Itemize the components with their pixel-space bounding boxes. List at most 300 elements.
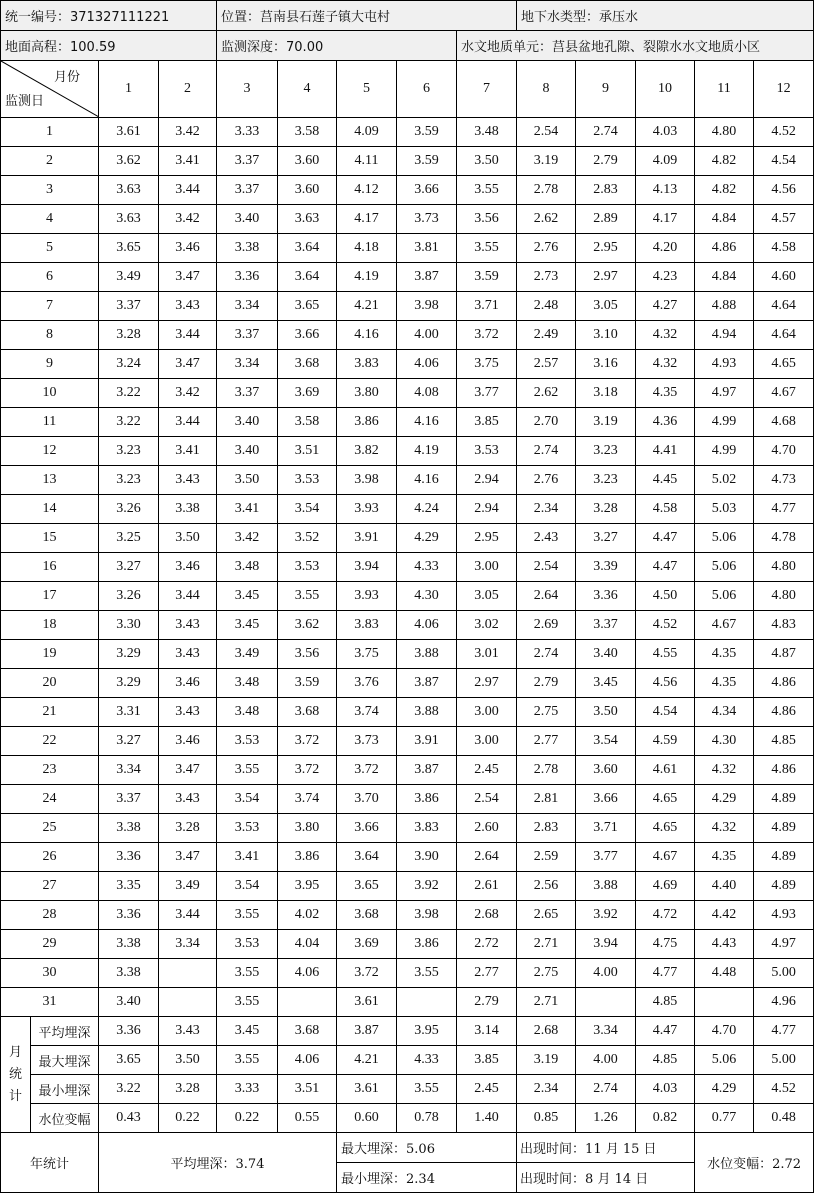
depth-cell: 3.48 xyxy=(217,698,278,727)
depth-cell: 3.28 xyxy=(576,495,636,524)
table-row xyxy=(1,466,814,495)
depth-cell: 2.64 xyxy=(457,843,517,872)
stat-value: 3.22 xyxy=(99,1075,159,1104)
depth-cell: 3.72 xyxy=(457,321,517,350)
depth-cell: 5.06 xyxy=(695,553,754,582)
stat-value: 0.22 xyxy=(217,1104,278,1133)
stat-value: 0.22 xyxy=(159,1104,217,1133)
depth-cell: 3.73 xyxy=(397,205,457,234)
depth-cell: 3.22 xyxy=(99,379,159,408)
depth-cell: 3.83 xyxy=(397,814,457,843)
depth-cell: 3.92 xyxy=(576,901,636,930)
depth-cell: 4.54 xyxy=(636,698,695,727)
depth-cell: 2.57 xyxy=(517,350,576,379)
stat-value: 3.85 xyxy=(457,1046,517,1075)
depth-cell: 3.26 xyxy=(99,495,159,524)
monthly-stat-row xyxy=(1,1075,814,1104)
table-row xyxy=(1,988,814,1017)
table-row xyxy=(1,727,814,756)
depth-cell: 4.18 xyxy=(337,234,397,263)
annual-min: 最小埋深：2.34 xyxy=(337,1163,517,1193)
depth-cell xyxy=(397,988,457,1017)
depth-cell: 4.35 xyxy=(636,379,695,408)
depth-cell: 3.54 xyxy=(217,872,278,901)
stat-value: 3.95 xyxy=(397,1017,457,1046)
depth-cell: 3.64 xyxy=(278,234,337,263)
stat-value: 5.06 xyxy=(695,1046,754,1075)
hydrogeologic-unit: 水文地质单元：莒县盆地孔隙、裂隙水水文地质小区 xyxy=(457,31,814,61)
depth-cell: 3.55 xyxy=(217,988,278,1017)
depth-cell: 2.94 xyxy=(457,466,517,495)
stat-value: 3.33 xyxy=(217,1075,278,1104)
depth-cell: 3.66 xyxy=(576,785,636,814)
table-row xyxy=(1,901,814,930)
depth-cell: 3.49 xyxy=(159,872,217,901)
depth-cell: 4.67 xyxy=(754,379,814,408)
depth-cell xyxy=(695,988,754,1017)
depth-cell: 4.58 xyxy=(754,234,814,263)
day-number: 27 xyxy=(1,872,99,901)
stat-value: 3.36 xyxy=(99,1017,159,1046)
depth-cell: 2.62 xyxy=(517,205,576,234)
depth-cell: 4.67 xyxy=(636,843,695,872)
depth-cell xyxy=(278,988,337,1017)
depth-cell: 3.93 xyxy=(337,495,397,524)
depth-cell: 3.19 xyxy=(517,147,576,176)
depth-cell: 2.74 xyxy=(576,118,636,147)
depth-cell: 3.83 xyxy=(337,350,397,379)
depth-cell: 3.23 xyxy=(99,437,159,466)
stat-value: 5.00 xyxy=(754,1046,814,1075)
stat-value: 3.55 xyxy=(217,1046,278,1075)
depth-cell: 3.68 xyxy=(278,698,337,727)
depth-cell: 4.59 xyxy=(636,727,695,756)
depth-cell: 4.29 xyxy=(695,785,754,814)
depth-cell: 3.42 xyxy=(217,524,278,553)
depth-cell: 3.25 xyxy=(99,524,159,553)
month-header-row xyxy=(1,61,814,118)
depth-cell: 3.55 xyxy=(217,959,278,988)
depth-cell: 2.75 xyxy=(517,698,576,727)
day-number: 17 xyxy=(1,582,99,611)
table-row xyxy=(1,698,814,727)
depth-cell: 4.65 xyxy=(636,814,695,843)
depth-cell: 4.78 xyxy=(754,524,814,553)
annual-label: 年统计 xyxy=(1,1133,99,1193)
depth-cell: 4.35 xyxy=(695,669,754,698)
depth-cell: 3.00 xyxy=(457,553,517,582)
depth-cell: 3.61 xyxy=(337,988,397,1017)
stat-value: 4.77 xyxy=(754,1017,814,1046)
depth-cell: 4.57 xyxy=(754,205,814,234)
day-number: 8 xyxy=(1,321,99,350)
stat-value: 3.55 xyxy=(397,1075,457,1104)
stat-value: 3.45 xyxy=(217,1017,278,1046)
stat-value: 3.34 xyxy=(576,1017,636,1046)
depth-cell: 3.19 xyxy=(576,408,636,437)
depth-cell: 3.37 xyxy=(217,321,278,350)
depth-cell: 4.16 xyxy=(337,321,397,350)
depth-cell: 3.48 xyxy=(217,553,278,582)
depth-cell: 4.23 xyxy=(636,263,695,292)
depth-cell: 3.68 xyxy=(337,901,397,930)
depth-cell: 4.93 xyxy=(695,350,754,379)
depth-cell: 3.40 xyxy=(217,205,278,234)
depth-cell: 3.61 xyxy=(99,118,159,147)
depth-cell: 4.52 xyxy=(636,611,695,640)
depth-cell: 4.85 xyxy=(754,727,814,756)
depth-cell: 3.82 xyxy=(337,437,397,466)
depth-cell: 4.06 xyxy=(397,350,457,379)
depth-cell: 3.02 xyxy=(457,611,517,640)
table-row xyxy=(1,814,814,843)
depth-cell: 3.44 xyxy=(159,901,217,930)
depth-cell: 3.46 xyxy=(159,727,217,756)
depth-cell: 3.46 xyxy=(159,553,217,582)
stat-value: 2.45 xyxy=(457,1075,517,1104)
depth-cell: 3.47 xyxy=(159,263,217,292)
depth-cell: 3.37 xyxy=(217,147,278,176)
depth-cell: 3.72 xyxy=(337,959,397,988)
table-row xyxy=(1,524,814,553)
table-row xyxy=(1,582,814,611)
depth-cell: 3.26 xyxy=(99,582,159,611)
day-number: 26 xyxy=(1,843,99,872)
monthly-statistics xyxy=(1,1017,814,1133)
table-row xyxy=(1,756,814,785)
depth-cell: 2.71 xyxy=(517,930,576,959)
depth-cell: 3.73 xyxy=(337,727,397,756)
stat-value: 4.03 xyxy=(636,1075,695,1104)
depth-cell: 4.97 xyxy=(695,379,754,408)
depth-cell: 3.98 xyxy=(397,292,457,321)
depth-cell: 3.53 xyxy=(217,727,278,756)
stat-value: 3.65 xyxy=(99,1046,159,1075)
depth-cell: 3.40 xyxy=(217,437,278,466)
depth-cell: 3.39 xyxy=(576,553,636,582)
day-number: 1 xyxy=(1,118,99,147)
depth-cell: 4.65 xyxy=(636,785,695,814)
depth-cell: 4.80 xyxy=(754,553,814,582)
stat-value: 0.77 xyxy=(695,1104,754,1133)
table-row xyxy=(1,930,814,959)
depth-cell: 2.89 xyxy=(576,205,636,234)
depth-cell xyxy=(576,988,636,1017)
table-row xyxy=(1,669,814,698)
depth-cell: 4.19 xyxy=(337,263,397,292)
depth-cell: 4.40 xyxy=(695,872,754,901)
stat-value: 3.50 xyxy=(159,1046,217,1075)
depth-cell: 4.17 xyxy=(337,205,397,234)
depth-cell: 4.16 xyxy=(397,466,457,495)
day-number: 16 xyxy=(1,553,99,582)
depth-cell: 3.55 xyxy=(457,176,517,205)
depth-cell: 4.86 xyxy=(754,698,814,727)
depth-cell: 3.48 xyxy=(457,118,517,147)
depth-cell: 3.18 xyxy=(576,379,636,408)
depth-cell: 4.30 xyxy=(695,727,754,756)
depth-cell: 3.42 xyxy=(159,118,217,147)
depth-cell: 2.71 xyxy=(517,988,576,1017)
depth-cell: 3.75 xyxy=(457,350,517,379)
stat-value: 4.85 xyxy=(636,1046,695,1075)
depth-cell: 3.42 xyxy=(159,205,217,234)
depth-cell: 4.96 xyxy=(754,988,814,1017)
depth-cell: 3.27 xyxy=(99,553,159,582)
stat-value: 0.78 xyxy=(397,1104,457,1133)
depth-cell: 2.65 xyxy=(517,901,576,930)
depth-cell: 4.82 xyxy=(695,176,754,205)
stat-value: 3.61 xyxy=(337,1075,397,1104)
depth-cell: 3.41 xyxy=(159,437,217,466)
stat-value: 2.68 xyxy=(517,1017,576,1046)
depth-cell: 5.03 xyxy=(695,495,754,524)
depth-cell: 3.98 xyxy=(397,901,457,930)
depth-cell: 3.34 xyxy=(99,756,159,785)
depth-cell: 4.64 xyxy=(754,321,814,350)
depth-cell: 2.54 xyxy=(517,553,576,582)
depth-cell: 4.35 xyxy=(695,640,754,669)
depth-cell: 3.36 xyxy=(99,843,159,872)
table-row xyxy=(1,379,814,408)
depth-cell: 3.72 xyxy=(337,756,397,785)
depth-cell: 2.59 xyxy=(517,843,576,872)
depth-cell: 4.06 xyxy=(278,959,337,988)
depth-cell: 3.55 xyxy=(217,901,278,930)
depth-cell: 4.70 xyxy=(754,437,814,466)
depth-cell: 3.81 xyxy=(397,234,457,263)
depth-cell: 4.00 xyxy=(397,321,457,350)
depth-cell: 3.65 xyxy=(337,872,397,901)
depth-cell: 4.45 xyxy=(636,466,695,495)
depth-cell: 3.59 xyxy=(457,263,517,292)
depth-cell: 3.41 xyxy=(217,495,278,524)
depth-cell: 3.72 xyxy=(278,756,337,785)
depth-cell: 2.43 xyxy=(517,524,576,553)
day-number: 6 xyxy=(1,263,99,292)
depth-cell: 3.53 xyxy=(217,814,278,843)
depth-cell: 2.64 xyxy=(517,582,576,611)
depth-cell: 4.36 xyxy=(636,408,695,437)
depth-cell: 2.34 xyxy=(517,495,576,524)
annual-range: 水位变幅：2.72 xyxy=(695,1133,814,1193)
depth-cell: 4.56 xyxy=(636,669,695,698)
day-number: 24 xyxy=(1,785,99,814)
stat-value: 4.21 xyxy=(337,1046,397,1075)
depth-cell: 3.43 xyxy=(159,785,217,814)
depth-cell: 3.65 xyxy=(99,234,159,263)
depth-cell: 5.06 xyxy=(695,524,754,553)
annual-max: 最大埋深：5.06 xyxy=(337,1133,517,1163)
table-row xyxy=(1,843,814,872)
monthly-stat-label xyxy=(1,1017,31,1133)
depth-cell: 2.95 xyxy=(576,234,636,263)
depth-cell: 3.43 xyxy=(159,640,217,669)
depth-cell: 2.54 xyxy=(517,118,576,147)
depth-cell: 3.91 xyxy=(337,524,397,553)
day-number: 31 xyxy=(1,988,99,1017)
depth-cell: 3.50 xyxy=(159,524,217,553)
depth-cell: 3.41 xyxy=(217,843,278,872)
table-row xyxy=(1,872,814,901)
depth-cell: 2.97 xyxy=(457,669,517,698)
depth-cell: 3.36 xyxy=(99,901,159,930)
depth-cell: 4.30 xyxy=(397,582,457,611)
day-number: 10 xyxy=(1,379,99,408)
monthly-stat-label-char: 计 xyxy=(8,1088,22,1104)
depth-cell: 3.05 xyxy=(457,582,517,611)
depth-cell: 3.00 xyxy=(457,698,517,727)
day-number: 5 xyxy=(1,234,99,263)
depth-cell: 2.76 xyxy=(517,466,576,495)
stat-name: 水位变幅 xyxy=(31,1104,99,1133)
depth-cell: 3.41 xyxy=(159,147,217,176)
depth-cell: 4.73 xyxy=(754,466,814,495)
depth-cell: 3.80 xyxy=(337,379,397,408)
depth-cell: 4.47 xyxy=(636,524,695,553)
table-row xyxy=(1,611,814,640)
stat-value: 2.74 xyxy=(576,1075,636,1104)
depth-cell: 3.55 xyxy=(217,756,278,785)
depth-cell: 3.88 xyxy=(397,698,457,727)
depth-cell: 2.74 xyxy=(517,437,576,466)
depth-cell: 3.51 xyxy=(278,437,337,466)
depth-cell: 3.34 xyxy=(217,292,278,321)
depth-cell: 4.99 xyxy=(695,437,754,466)
monthly-stat-row xyxy=(1,1046,814,1075)
day-number: 30 xyxy=(1,959,99,988)
depth-cell: 3.62 xyxy=(99,147,159,176)
depth-cell: 3.44 xyxy=(159,582,217,611)
depth-cell: 3.37 xyxy=(217,379,278,408)
stat-value: 4.29 xyxy=(695,1075,754,1104)
depth-cell: 3.33 xyxy=(217,118,278,147)
depth-cell: 3.44 xyxy=(159,408,217,437)
depth-cell: 3.69 xyxy=(278,379,337,408)
depth-cell: 3.71 xyxy=(457,292,517,321)
depth-cell: 4.21 xyxy=(337,292,397,321)
day-number: 21 xyxy=(1,698,99,727)
depth-cell: 4.50 xyxy=(636,582,695,611)
day-number: 4 xyxy=(1,205,99,234)
depth-cell: 3.63 xyxy=(278,205,337,234)
depth-cell: 3.28 xyxy=(159,814,217,843)
stat-value: 0.43 xyxy=(99,1104,159,1133)
depth-cell: 2.49 xyxy=(517,321,576,350)
monitoring-depth: 监测深度：70.00 xyxy=(217,31,457,61)
depth-cell: 2.72 xyxy=(457,930,517,959)
depth-cell: 3.71 xyxy=(576,814,636,843)
depth-cell: 3.56 xyxy=(457,205,517,234)
depth-cell: 2.60 xyxy=(457,814,517,843)
depth-cell: 3.72 xyxy=(278,727,337,756)
depth-cell xyxy=(159,959,217,988)
depth-cell: 3.01 xyxy=(457,640,517,669)
table-row xyxy=(1,205,814,234)
depth-cell: 3.45 xyxy=(217,582,278,611)
daily-rows xyxy=(1,118,814,1017)
day-number: 23 xyxy=(1,756,99,785)
depth-cell: 4.82 xyxy=(695,147,754,176)
depth-cell: 2.94 xyxy=(457,495,517,524)
depth-cell: 3.66 xyxy=(397,176,457,205)
stat-value: 3.14 xyxy=(457,1017,517,1046)
month-header-6: 6 xyxy=(397,61,457,118)
depth-cell: 2.79 xyxy=(576,147,636,176)
depth-cell: 3.91 xyxy=(397,727,457,756)
depth-cell: 4.34 xyxy=(695,698,754,727)
depth-cell: 4.32 xyxy=(695,756,754,785)
month-header-11: 11 xyxy=(695,61,754,118)
day-number: 3 xyxy=(1,176,99,205)
corner-day-label: 监测日 xyxy=(5,94,45,109)
location: 位置：莒南县石莲子镇大屯村 xyxy=(217,1,517,31)
depth-cell: 3.38 xyxy=(159,495,217,524)
stat-value: 3.43 xyxy=(159,1017,217,1046)
depth-cell: 3.40 xyxy=(576,640,636,669)
depth-cell: 3.60 xyxy=(576,756,636,785)
stat-value: 2.34 xyxy=(517,1075,576,1104)
depth-cell: 3.31 xyxy=(99,698,159,727)
depth-cell: 3.93 xyxy=(337,582,397,611)
depth-cell: 4.24 xyxy=(397,495,457,524)
depth-cell: 3.48 xyxy=(217,669,278,698)
depth-cell: 2.97 xyxy=(576,263,636,292)
depth-cell: 4.35 xyxy=(695,843,754,872)
depth-cell: 4.19 xyxy=(397,437,457,466)
depth-cell: 2.81 xyxy=(517,785,576,814)
table-row xyxy=(1,147,814,176)
table-row xyxy=(1,263,814,292)
depth-cell: 3.50 xyxy=(217,466,278,495)
depth-cell: 5.00 xyxy=(754,959,814,988)
depth-cell: 5.02 xyxy=(695,466,754,495)
depth-cell: 2.69 xyxy=(517,611,576,640)
day-number: 13 xyxy=(1,466,99,495)
depth-cell: 2.79 xyxy=(457,988,517,1017)
depth-cell: 2.78 xyxy=(517,756,576,785)
month-header-10: 10 xyxy=(636,61,695,118)
depth-cell: 3.69 xyxy=(337,930,397,959)
depth-cell: 4.47 xyxy=(636,553,695,582)
depth-cell: 3.58 xyxy=(278,408,337,437)
depth-cell: 3.38 xyxy=(99,930,159,959)
day-number: 22 xyxy=(1,727,99,756)
depth-cell: 3.37 xyxy=(99,292,159,321)
depth-cell: 3.63 xyxy=(99,176,159,205)
depth-cell: 3.94 xyxy=(337,553,397,582)
depth-cell: 3.74 xyxy=(278,785,337,814)
depth-cell: 4.86 xyxy=(695,234,754,263)
table-row xyxy=(1,321,814,350)
depth-cell: 4.61 xyxy=(636,756,695,785)
depth-cell: 3.86 xyxy=(337,408,397,437)
depth-cell: 4.16 xyxy=(397,408,457,437)
depth-cell: 3.86 xyxy=(397,930,457,959)
annual-max-time: 出现时间：11 月 15 日 xyxy=(517,1133,695,1163)
depth-cell: 3.23 xyxy=(576,437,636,466)
depth-cell: 3.83 xyxy=(337,611,397,640)
day-number: 11 xyxy=(1,408,99,437)
depth-cell: 3.58 xyxy=(278,118,337,147)
depth-cell: 2.70 xyxy=(517,408,576,437)
depth-cell: 4.09 xyxy=(636,147,695,176)
depth-cell: 3.53 xyxy=(217,930,278,959)
stat-name: 最小埋深 xyxy=(31,1075,99,1104)
table-row xyxy=(1,495,814,524)
depth-cell: 2.56 xyxy=(517,872,576,901)
month-header-8: 8 xyxy=(517,61,576,118)
